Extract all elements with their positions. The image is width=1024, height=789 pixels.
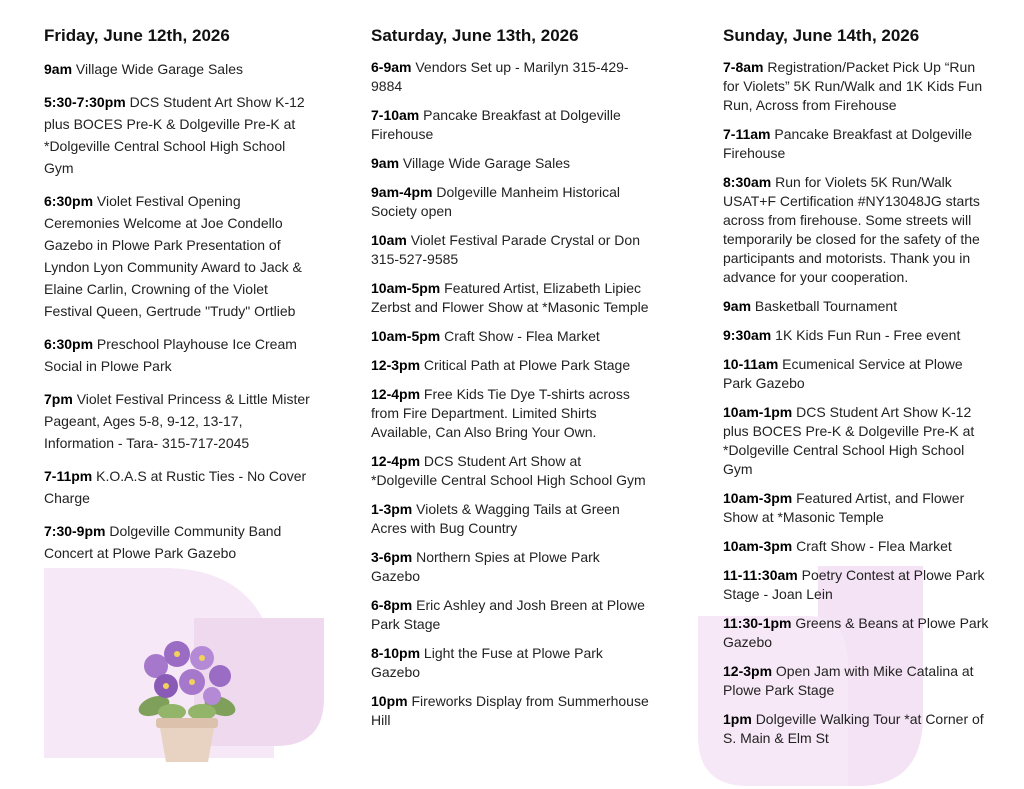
event-description: Run for Violets 5K Run/Walk USAT+F Certification #NY13048JG starts across from firehouse. Some streets will temporarily be closed for the safety of the participants and motorists. Thank you in advance for your cooperation. [723, 174, 980, 285]
event-item [371, 452, 651, 490]
event-item [371, 356, 651, 375]
event-time: 12-3pm [371, 357, 421, 373]
event-time: 8:30am [723, 174, 772, 190]
event-item [723, 355, 995, 393]
event-description: Dolgeville Walking Tour *at Corner of S. Main & Elm St [723, 711, 984, 746]
event-description: Village Wide Garage Sales [75, 61, 243, 77]
event-time: 6-9am [371, 59, 412, 75]
event-time: 12-3pm [723, 663, 773, 679]
event-item [723, 125, 995, 163]
event-time: 6:30pm [44, 193, 94, 209]
violet-flower-icon [144, 641, 231, 705]
event-item [371, 500, 651, 538]
event-item [723, 58, 995, 115]
event-description: Ecumenical Service at Plowe Park Gazebo [723, 356, 963, 391]
event-time: 11-11:30am [723, 567, 798, 583]
event-time: 9am-4pm [371, 184, 433, 200]
event-description: Registration/Packet Pick Up “Run for Violets” 5K Run/Walk and 1K Kids Fun Run, Across from Firehouse [723, 59, 983, 113]
event-item [44, 388, 314, 454]
event-time: 12-4pm [371, 453, 421, 469]
event-description: Pancake Breakfast at Dolgeville Firehouse [371, 107, 621, 142]
event-item [371, 231, 651, 269]
event-description: Eric Ashley and Josh Breen at Plowe Park Stage [371, 597, 645, 632]
event-description: Craft Show - Flea Market [796, 538, 952, 554]
event-item [371, 385, 651, 442]
event-description: Village Wide Garage Sales [402, 155, 570, 171]
schedule-column-saturday [371, 26, 651, 740]
event-description: DCS Student Art Show at *Dolgeville Central School High School Gym [371, 453, 646, 488]
event-time: 10-11am [723, 356, 779, 372]
event-time: 7-11am [723, 126, 771, 142]
event-description: Dolgeville Manheim Historical Society open [371, 184, 620, 219]
event-item [44, 465, 314, 509]
event-time: 9am [371, 155, 400, 171]
event-description: Northern Spies at Plowe Park Gazebo [371, 549, 600, 584]
event-description: Craft Show - Flea Market [444, 328, 600, 344]
event-item [371, 596, 651, 634]
event-item [723, 662, 995, 700]
event-description: 1K Kids Fun Run - Free event [775, 327, 961, 343]
event-item [723, 566, 995, 604]
event-item [44, 190, 314, 322]
event-description: Light the Fuse at Plowe Park Gazebo [371, 645, 603, 680]
event-description: Pancake Breakfast at Dolgeville Firehouse [723, 126, 973, 161]
event-description: Poetry Contest at Plowe Park Stage - Joan Lein [723, 567, 985, 602]
event-time: 10am-5pm [371, 328, 441, 344]
leaf-icon [136, 692, 238, 720]
event-time: 8-10pm [371, 645, 421, 661]
event-time: 7:30-9pm [44, 523, 106, 539]
event-time: 9am [44, 61, 73, 77]
event-item [371, 548, 651, 586]
event-description: Vendors Set up - Marilyn 315-429-9884 [371, 59, 629, 94]
event-time: 7-10am [371, 107, 420, 123]
event-time: 9am [723, 298, 752, 314]
event-item [723, 537, 995, 556]
event-item [44, 58, 314, 80]
day-heading: Sunday, June 14th, 2026 [723, 26, 920, 45]
event-time: 1pm [723, 711, 752, 727]
event-description: Violet Festival Parade Crystal or Don 315-527-9585 [371, 232, 640, 267]
event-time: 7-8am [723, 59, 764, 75]
event-time: 7pm [44, 391, 73, 407]
event-description: Open Jam with Mike Catalina at Plowe Park Stage [723, 663, 974, 698]
event-time: 6:30pm [44, 336, 94, 352]
event-time: 1-3pm [371, 501, 413, 517]
event-item [371, 644, 651, 682]
event-time: 10am-5pm [371, 280, 441, 296]
event-item [371, 183, 651, 221]
day-heading: Friday, June 12th, 2026 [44, 26, 230, 45]
event-item [44, 91, 314, 179]
event-time: 10am-1pm [723, 404, 793, 420]
event-item [723, 614, 995, 652]
event-time: 3-6pm [371, 549, 413, 565]
event-time: 10am-3pm [723, 538, 793, 554]
event-item [723, 403, 995, 479]
violet-flower-pot-illustration [132, 636, 242, 766]
event-item [44, 333, 314, 377]
event-description: Preschool Playhouse Ice Cream Social in Plowe Park [44, 336, 297, 374]
event-description: Greens & Beans at Plowe Park Gazebo [723, 615, 989, 650]
event-time: 10am-3pm [723, 490, 793, 506]
flower-pot-icon [156, 718, 218, 762]
event-item [371, 154, 651, 173]
event-description: Free Kids Tie Dye T-shirts across from Fire Department. Limited Shirts Available, Can Also Bring Your Own. [371, 386, 630, 440]
event-time: 11:30-1pm [723, 615, 792, 631]
event-description: Basketball Tournament [754, 298, 898, 314]
event-item [723, 173, 995, 287]
event-item [371, 327, 651, 346]
event-item [371, 58, 651, 96]
event-item [371, 692, 651, 730]
event-item [44, 520, 314, 564]
event-description: Dolgeville Community Band Concert at Plowe Park Gazebo [44, 523, 282, 561]
event-description: Fireworks Display from Summerhouse Hill [371, 693, 649, 728]
event-description: Violet Festival Princess & Little Mister Pageant, Ages 5-8, 9-12, 13-17, Information - Tara- 315-717-2045 [44, 391, 310, 451]
event-time: 12-4pm [371, 386, 421, 402]
event-item [723, 710, 995, 748]
event-time: 5:30-7:30pm [44, 94, 126, 110]
schedule-column-friday [44, 26, 314, 575]
event-time: 9:30am [723, 327, 772, 343]
event-description: Violets & Wagging Tails at Green Acres with Bug Country [371, 501, 620, 536]
event-description: Critical Path at Plowe Park Stage [423, 357, 631, 373]
event-time: 10pm [371, 693, 408, 709]
event-time: 7-11pm [44, 468, 93, 484]
event-item [723, 297, 995, 316]
event-description: Violet Festival Opening Ceremonies Welcome at Joe Condello Gazebo in Plowe Park Presentation of Lyndon Lyon Community Award to Jack & Elaine Carlin, Crowning of the Violet Festival Queen, Gertrude "Trudy" Ortlieb [44, 193, 302, 319]
event-item [371, 106, 651, 144]
event-description: Featured Artist, Elizabeth Lipiec Zerbst and Flower Show at *Masonic Temple [371, 280, 649, 315]
event-description: K.O.A.S at Rustic Ties - No Cover Charge [44, 468, 307, 506]
schedule-column-sunday [723, 26, 995, 758]
event-item [723, 489, 995, 527]
event-item [371, 279, 651, 317]
day-heading: Saturday, June 13th, 2026 [371, 26, 579, 45]
event-description: DCS Student Art Show K-12 plus BOCES Pre-K & Dolgeville Pre-K at *Dolgeville Central School High School Gym [723, 404, 975, 477]
event-description: DCS Student Art Show K-12 plus BOCES Pre-K & Dolgeville Pre-K at *Dolgeville Central School High School Gym [44, 94, 305, 176]
event-item [723, 326, 995, 345]
event-time: 10am [371, 232, 407, 248]
event-description: Featured Artist, and Flower Show at *Masonic Temple [723, 490, 965, 525]
event-time: 6-8pm [371, 597, 413, 613]
